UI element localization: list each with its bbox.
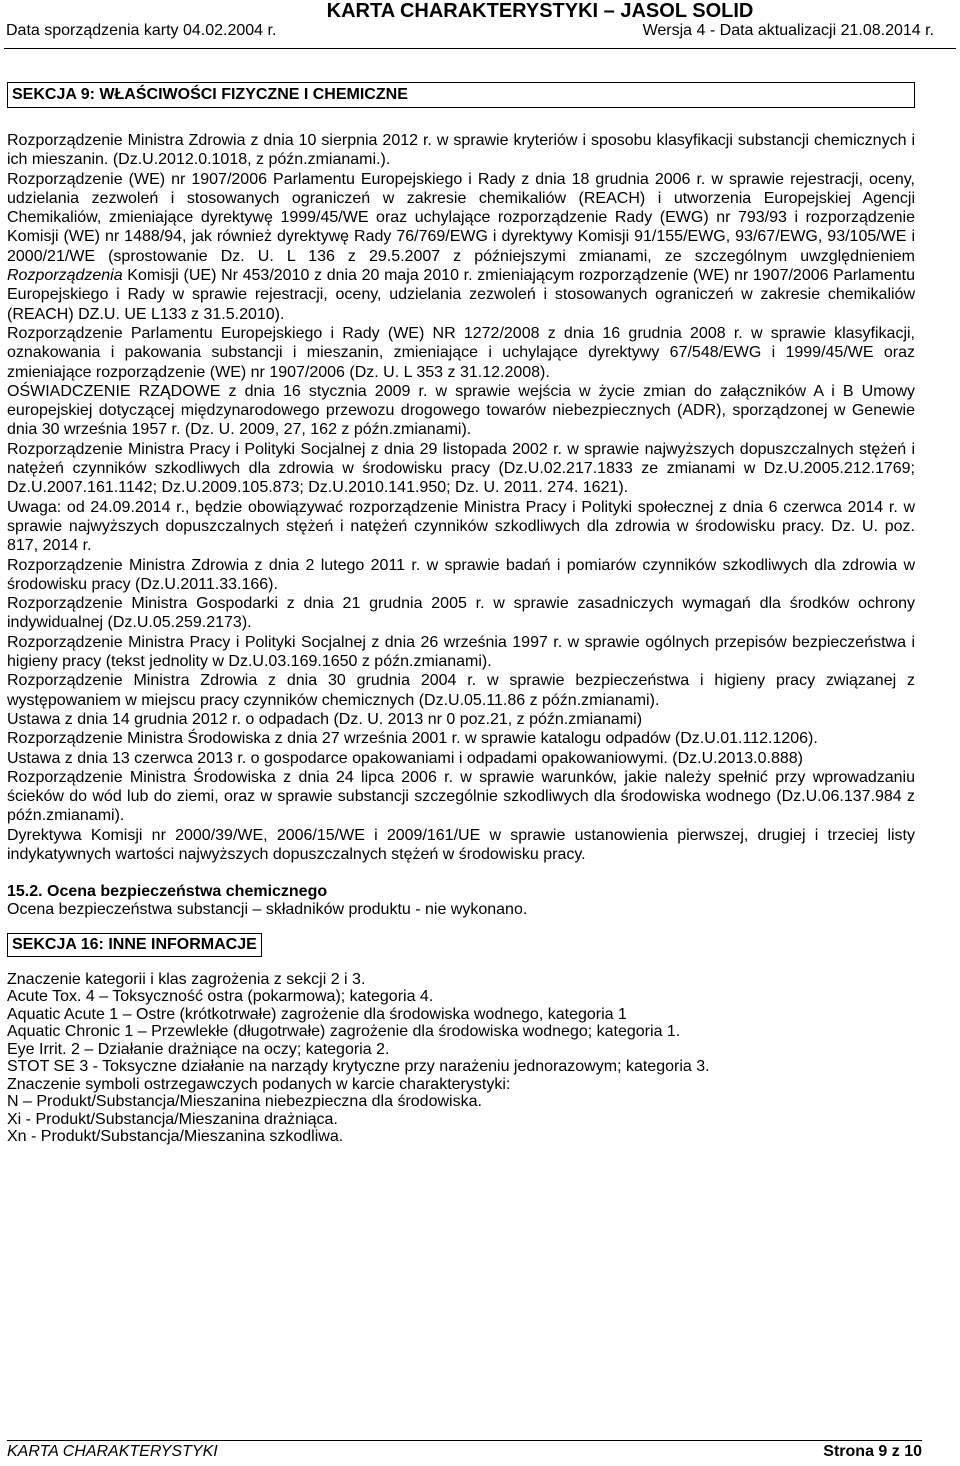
info-line: STOT SE 3 - Toksyczne działanie na narządy krytyczne przy narażeniu jednorazowym; kategoria 3.: [7, 1058, 710, 1076]
footer-doc-name: KARTA CHARAKTERYSTYKI: [7, 1443, 218, 1460]
info-line: Aquatic Chronic 1 – Przewlekłe (długotrwałe) zagrożenie dla środowiska wodnego; kategoria 1.: [7, 1023, 681, 1041]
info-line: Aquatic Acute 1 – Ostre (krótkotrwałe) zagrożenie dla środowiska wodnego, kategoria 1: [7, 1005, 627, 1023]
regulation-item: Rozporządzenie Ministra Zdrowia z dnia 10 sierpnia 2012 r. w sprawie kryteriów i sposobu klasyfikacji substancji chemicznych i ich mieszanin. (Dz.U.2012.0.1018, z późn.zmianami.).: [7, 132, 915, 169]
regulation-item: OŚWIADCZENIE RZĄDOWE z dnia 16 stycznia 2009 r. w sprawie wejścia w życie zmian do załączników A i B Umowy europejskiej dotyczącej międzynarodowego przewozu drogowego towarów niebezpiecznych (ADR), sporządzonej w Genewie dnia 30 września 1957 r. (Dz. U. 2009, 27, 162 z późn.zmianami).: [7, 382, 915, 439]
regulation-item: Uwaga: od 24.09.2014 r., będzie obowiązywać rozporządzenie Ministra Pracy i Polityki społecznej z dnia 6 czerwca 2014 r. w sprawie najwyższych dopuszczalnych stężeń i natężeń czynników szkodliwych dla zdrowia w środowisku pracy. Dz. U. poz. 817, 2014 r.: [7, 498, 915, 555]
section-16-header: SEKCJA 16: INNE INFORMACJE: [7, 933, 262, 957]
regulation-item: [7, 170, 915, 324]
regulation-item: Dyrektywa Komisji nr 2000/39/WE, 2006/15/WE i 2009/161/UE w sprawie ustanowienia pierwszej, drugiej i trzeciej listy indykatywnych wartości najwyższych dopuszczalnych stężeń w środowisku pracy.: [7, 826, 915, 863]
regulation-text: Rozporządzenie (WE) nr 1907/2006 Parlamentu Europejskiego i Rady z dnia 18 grudnia 2006 r. w sprawie rejestracji, oceny, udzielania zezwoleń i stosowanych ograniczeń w zakresie chemikaliów (REACH) i utworzenia Europejskiej Agencji Chemikaliów, zmieniające dyrektywę 1999/45/WE oraz uchylające rozporządzenie Rady (EWG) nr 793/93 i rozporządzenie Komisji (WE) nr 1488/94, jak również dyrektywę Rady 76/769/EWG i dyrektywy Komisji 91/155/EWG, 93/67/EWG, 93/105/WE i 2000/21/WE (sprostowanie Dz. U. L 136 z 29.5.2007 z późniejszymi zmianami, ze szczególnym uwzględnieniem: [7, 170, 915, 265]
regulation-item: Rozporządzenie Ministra Środowiska z dnia 27 września 2001 r. w sprawie katalogu odpadów (Dz.U.01.112.1206).: [7, 730, 818, 748]
info-line: Znaczenie symboli ostrzegawczych podanych w karcie charakterystyki:: [7, 1075, 511, 1093]
document-title: KARTA CHARAKTERYSTYKI – JASOL SOLID: [326, 0, 754, 22]
footer-divider: [7, 1440, 922, 1441]
info-line: Acute Tox. 4 – Toksyczność ostra (pokarmowa); kategoria 4.: [7, 988, 434, 1006]
regulation-item: Rozporządzenie Ministra Zdrowia z dnia 30 grudnia 2004 r. w sprawie bezpieczeństwa i higieny pracy związanej z występowaniem w miejscu pracy czynników chemicznych (Dz.U.05.11.86 z późn.zmianami).: [7, 672, 915, 709]
regulation-item: Ustawa z dnia 13 czerwca 2013 r. o gospodarce opakowaniami i odpadami opakowaniowymi. (Dz.U.2013.0.888): [7, 749, 803, 767]
info-line: Xi - Produkt/Substancja/Mieszanina drażniąca.: [7, 1110, 338, 1128]
info-line: N – Produkt/Substancja/Mieszanina niebezpieczna dla środowiska.: [7, 1093, 482, 1111]
info-line: Eye Irrit. 2 – Działanie drażniące na oczy; kategoria 2.: [7, 1040, 390, 1058]
chemical-safety-title: 15.2. Ocena bezpieczeństwa chemicznego: [7, 883, 328, 901]
regulation-item: Rozporządzenie Ministra Gospodarki z dnia 21 grudnia 2005 r. w sprawie zasadniczych wymagań dla środków ochrony indywidualnej (Dz.U.05.259.2173).: [7, 595, 915, 632]
chemical-safety-text: Ocena bezpieczeństwa substancji – składników produktu - nie wykonano.: [7, 901, 528, 919]
regulation-item: Rozporządzenie Ministra Pracy i Polityki Socjalnej z dnia 29 listopada 2002 r. w sprawie najwyższych dopuszczalnych stężeń i natężeń czynników szkodliwych dla zdrowia w środowisku pracy (Dz.U.02.217.1833 ze zmianami w Dz.U.2005.212.1769; Dz.U.2007.161.1142; Dz.U.2009.105.873; Dz.U.2010.141.950; Dz. U. 2011. 274. 1621).: [7, 440, 915, 497]
regulation-item: Rozporządzenie Ministra Zdrowia z dnia 2 lutego 2011 r. w sprawie badań i pomiarów czynników szkodliwych dla zdrowia w środowisku pracy (Dz.U.2011.33.166).: [7, 556, 915, 593]
header-meta: [6, 22, 954, 40]
info-line: Xn - Produkt/Substancja/Mieszanina szkodliwa.: [7, 1128, 344, 1146]
header-divider: [4, 48, 956, 49]
page-header: [6, 0, 954, 40]
page-number: Strona 9 z 10: [823, 1443, 922, 1460]
section-9-header: SEKCJA 9: WŁAŚCIWOŚCI FIZYCZNE I CHEMICZNE: [7, 82, 915, 108]
regulation-item: Ustawa z dnia 14 grudnia 2012 r. o odpadach (Dz. U. 2013 nr 0 poz.21, z późn.zmianami): [7, 710, 643, 728]
info-line: Znaczenie kategorii i klas zagrożenia z sekcji 2 i 3.: [7, 970, 366, 988]
version-info: Wersja 4 - Data aktualizacji 21.08.2014 r.: [642, 22, 934, 39]
regulation-italic: Rozporządzenia: [7, 267, 123, 285]
creation-date: Data sporządzenia karty 04.02.2004 r.: [6, 22, 277, 39]
page-content: [7, 82, 915, 1146]
regulation-item: Rozporządzenie Ministra Środowiska z dnia 24 lipca 2006 r. w sprawie warunków, jakie należy spełnić przy wprowadzaniu ścieków do wód lub do ziemi, oraz w sprawie substancji szczególnie szkodliwych dla środowiska wodnego (Dz.U.06.137.984 z późn.zmianami).: [7, 768, 915, 825]
regulation-item: Rozporządzenie Ministra Pracy i Polityki Socjalnej z dnia 26 września 1997 r. w sprawie ogólnych przepisów bezpieczeństwa i higieny pracy (tekst jednolity w Dz.U.03.169.1650 z późn.zmianami).: [7, 633, 915, 671]
regulation-text-cont: Komisji (UE) Nr 453/2010 z dnia 20 maja 2010 r. zmieniającym rozporządzenie (WE) nr 1907/2006 Parlamentu Europejskiego i Rady w sprawie rejestracji, oceny, udzielania zezwoleń i stosowanych ograniczeń w zakresie chemikaliów (REACH) DZ.U. UE L133 z 31.5.2010).: [7, 267, 915, 323]
regulation-item: Rozporządzenie Parlamentu Europejskiego i Rady (WE) NR 1272/2008 z dnia 16 grudnia 2008 r. w sprawie klasyfikacji, oznakowania i pakowania substancji i mieszanin, zmieniające i uchylające dyrektywy 67/548/EWG i 1999/45/WE oraz zmieniające rozporządzenie (WE) nr 1907/2006 (Dz. U. L 353 z 31.12.2008).: [7, 324, 915, 381]
page-footer: [7, 1440, 922, 1461]
